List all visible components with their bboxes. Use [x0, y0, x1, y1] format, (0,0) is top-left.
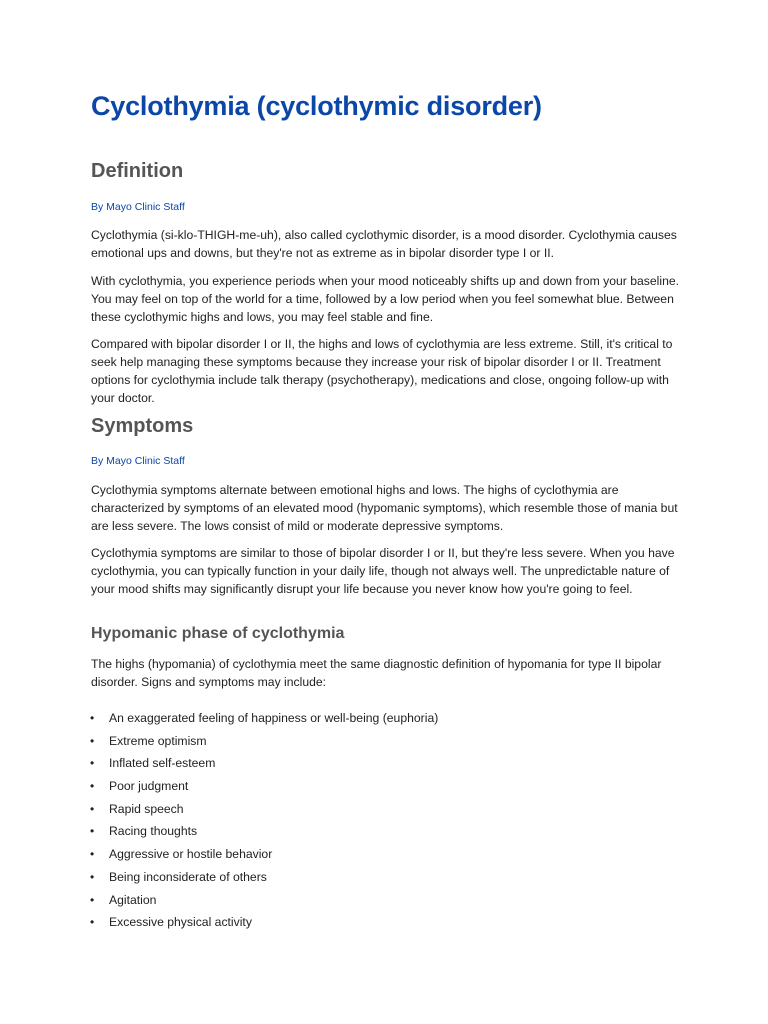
- list-item-label: Excessive physical activity: [109, 915, 252, 930]
- bullet-icon: •: [90, 733, 95, 748]
- symptoms-paragraph: Cyclothymia symptoms alternate between emotional highs and lows. The highs of cyclothymia are characterized by symptoms of an elevated mood (hypomanic symptoms), which resemble those of mania but are less severe. The lows consist of mild or moderate depressive symptoms.: [91, 483, 678, 533]
- hypomanic-intro: The highs (hypomania) of cyclothymia meet the same diagnostic definition of hypomania for type II bipolar disorder. Signs and symptoms may include:: [91, 657, 662, 689]
- bullet-icon: •: [90, 711, 95, 725]
- list-item-label: Aggressive or hostile behavior: [109, 847, 273, 862]
- symptoms-heading: Symptoms: [91, 415, 194, 437]
- list-item: [91, 844, 651, 867]
- list-item-label: Agitation: [109, 892, 157, 907]
- list-item: [91, 799, 651, 822]
- bullet-icon: •: [90, 847, 95, 862]
- list-item-label: Inflated self-esteem: [109, 756, 216, 771]
- bullet-icon: •: [90, 756, 95, 771]
- list-item: [91, 776, 651, 799]
- definition-paragraph: With cyclothymia, you experience periods when your mood noticeably shifts up and down from your baseline. You may feel on top of the world for a time, followed by a low period when you feel somewhat blue. Between these cyclothymic highs and lows, you may feel stable and fine.: [91, 274, 680, 324]
- definition-heading: Definition: [91, 160, 184, 182]
- bullet-icon: •: [90, 869, 95, 884]
- list-item-label: Racing thoughts: [109, 824, 198, 839]
- list-item: [91, 867, 651, 890]
- bullet-icon: •: [90, 779, 95, 794]
- bullet-icon: •: [90, 892, 95, 907]
- symptoms-byline-link[interactable]: By Mayo Clinic Staff: [91, 455, 185, 467]
- list-item-label: Extreme optimism: [109, 733, 207, 748]
- list-item: [91, 890, 651, 913]
- list-item: [91, 708, 651, 731]
- bullet-icon: •: [90, 801, 95, 816]
- list-item: [91, 821, 651, 844]
- list-item-label: Rapid speech: [109, 801, 184, 816]
- list-item-label: Poor judgment: [109, 779, 189, 794]
- bullet-icon: •: [90, 915, 95, 930]
- definition-byline-link[interactable]: By Mayo Clinic Staff: [91, 201, 185, 213]
- list-item-label: An exaggerated feeling of happiness or well-being (euphoria): [109, 711, 439, 725]
- definition-paragraph: Compared with bipolar disorder I or II, the highs and lows of cyclothymia are less extreme. Still, it's critical to seek help managing these symptoms because they increase your risk of bipolar disorder I or II. Treatment options for cyclothymia include talk therapy (psychotherapy), medications and close, ongoing follow-up with your doctor.: [91, 337, 673, 405]
- bullet-icon: •: [90, 824, 95, 839]
- symptoms-paragraph: Cyclothymia symptoms are similar to those of bipolar disorder I or II, but they're less severe. When you have cyclothymia, you can typically function in your daily life, though not always well. The unpredictable nature of your mood shifts may significantly disrupt your life because you never know how you're going to feel.: [91, 546, 675, 596]
- list-item-label: Being inconsiderate of others: [109, 869, 267, 884]
- hypomanic-heading: Hypomanic phase of cyclothymia: [91, 625, 345, 642]
- list-item: [91, 912, 651, 935]
- list-item: [91, 731, 651, 754]
- page-title: Cyclothymia (cyclothymic disorder): [91, 91, 542, 121]
- symptom-list: [91, 708, 651, 935]
- list-item: [91, 753, 651, 776]
- definition-paragraph: Cyclothymia (si-klo-THIGH-me-uh), also called cyclothymic disorder, is a mood disorder. Cyclothymia causes emotional ups and downs, but they're not as extreme as in bipolar disorder type I or II.: [91, 228, 677, 260]
